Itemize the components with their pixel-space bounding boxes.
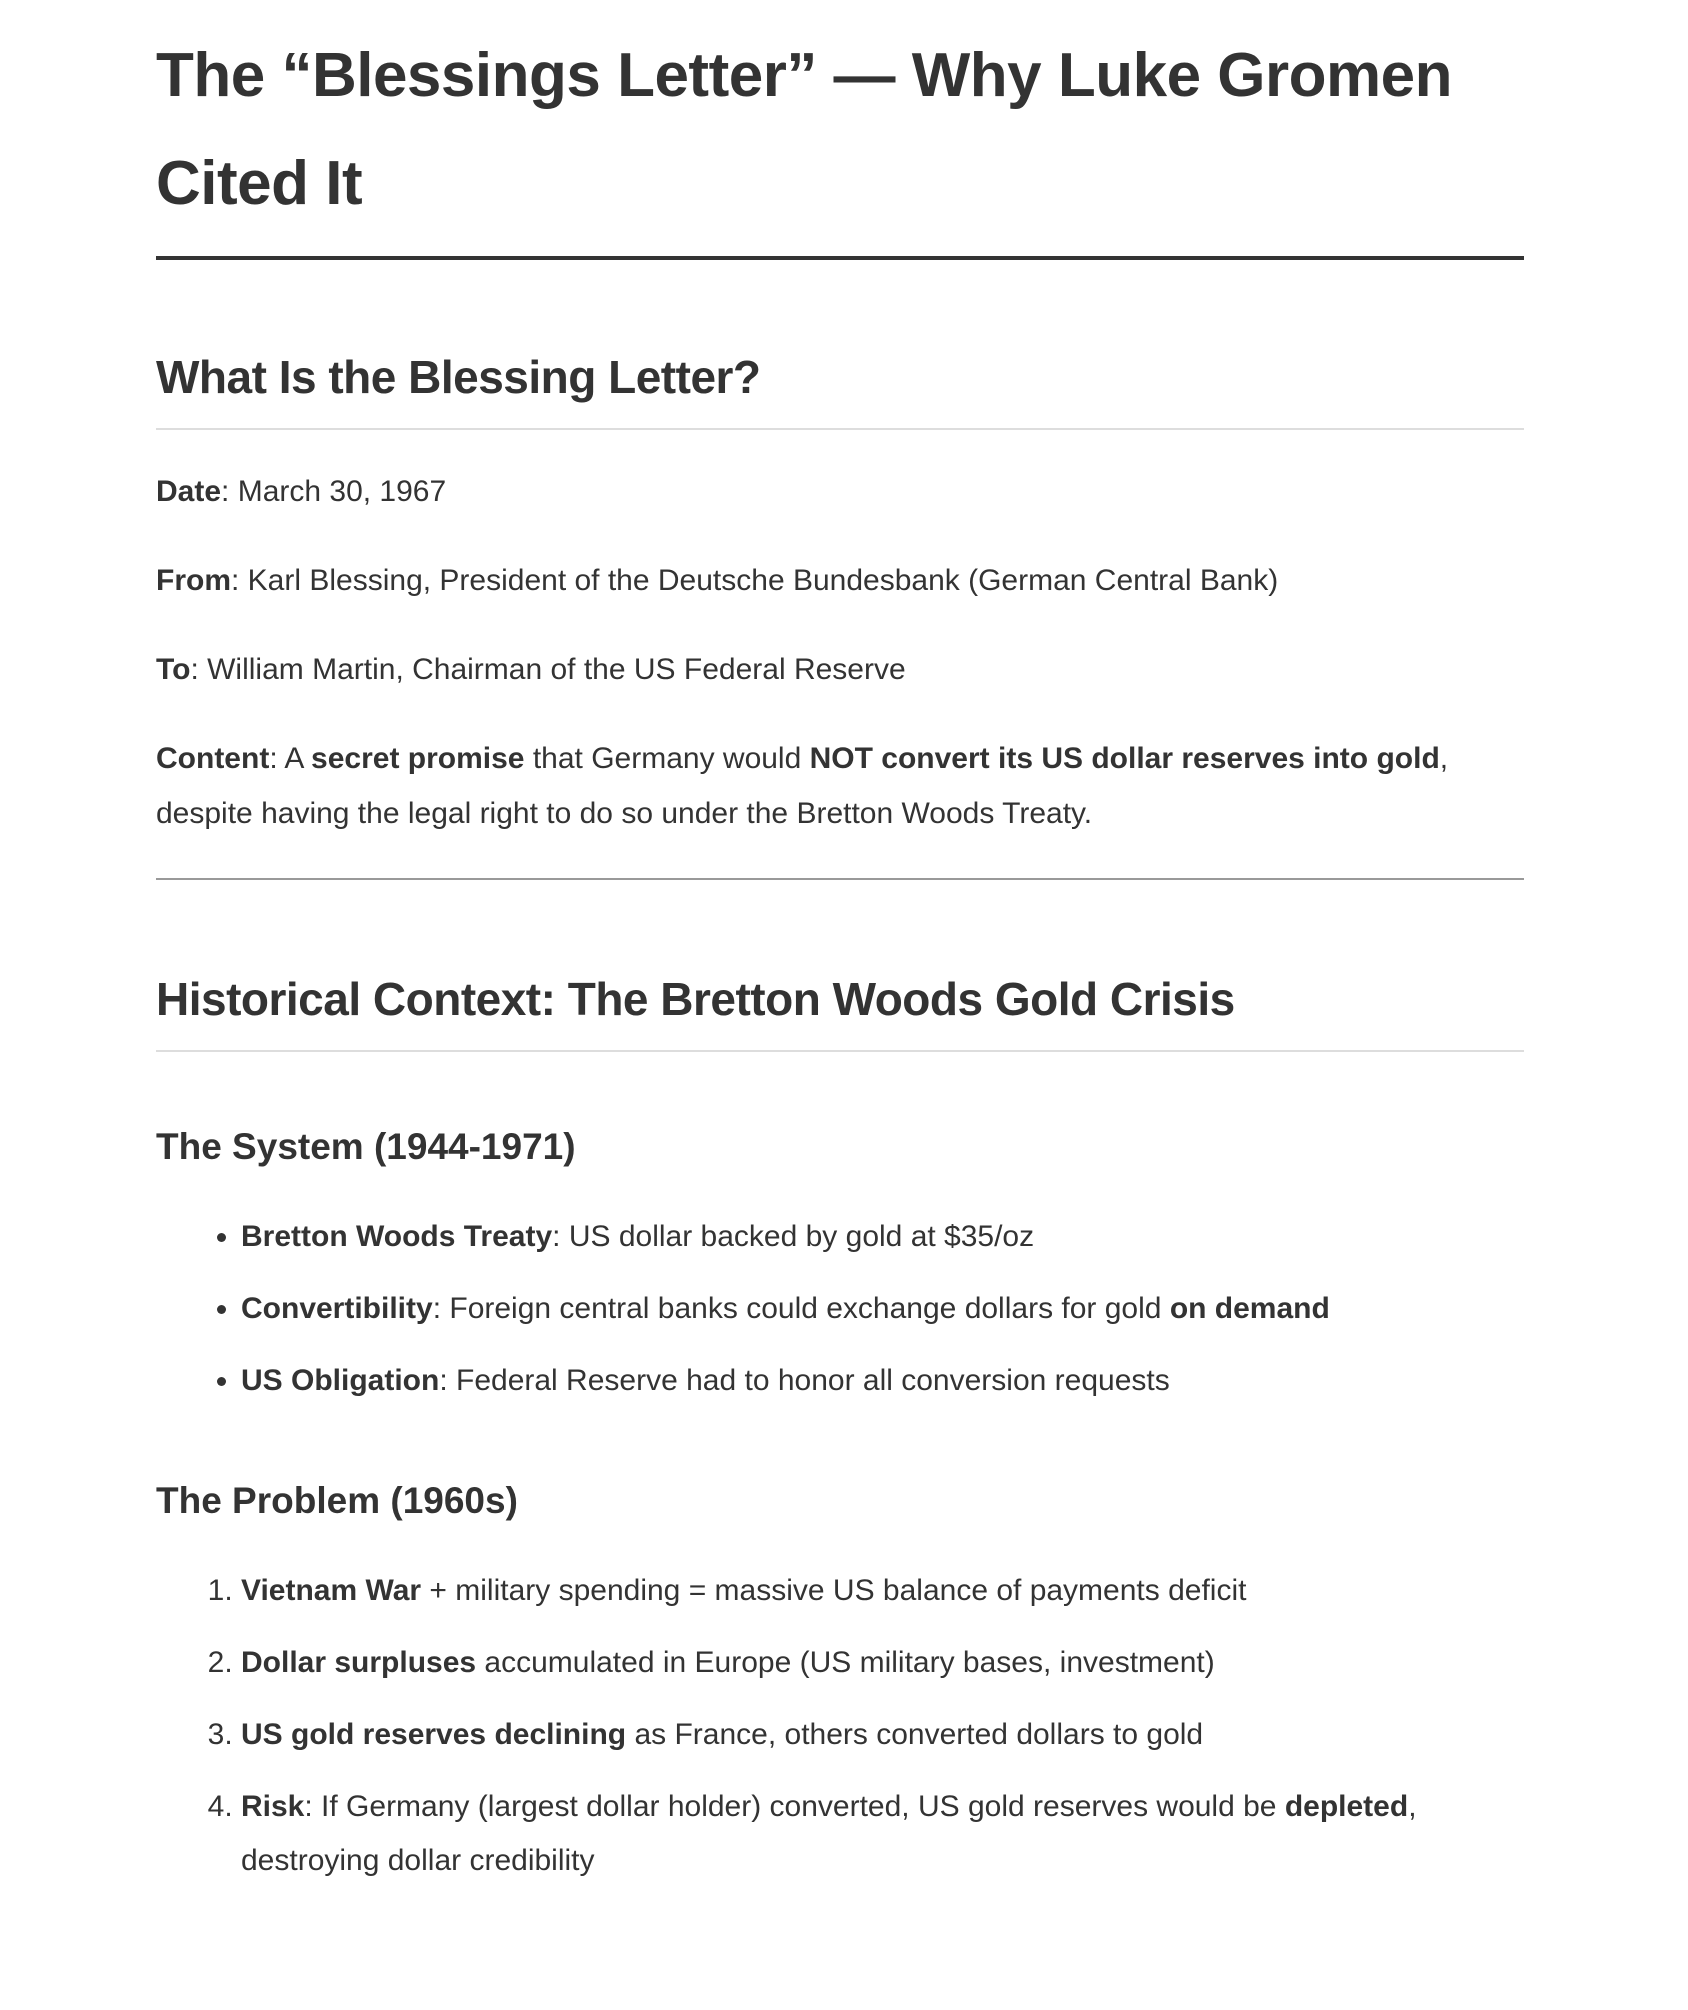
item-term: US Obligation — [241, 1364, 440, 1397]
list-item — [241, 1708, 1524, 1762]
item-term: US gold reserves declining — [241, 1718, 627, 1751]
system-bullet-list — [156, 1210, 1524, 1408]
field-label: Content — [156, 742, 270, 775]
field-date — [156, 464, 1524, 519]
item-term: Bretton Woods Treaty — [241, 1220, 553, 1253]
section-heading-historical-context: Historical Context: The Bretton Woods Gold Crisis — [156, 973, 1235, 1025]
problem-numbered-list — [156, 1564, 1524, 1888]
section-divider — [156, 428, 1524, 430]
document-page — [156, 0, 1524, 1888]
horizontal-rule — [156, 878, 1524, 880]
field-from — [156, 553, 1524, 608]
field-to — [156, 642, 1524, 697]
subheading-the-problem: The Problem (1960s) — [156, 1480, 518, 1521]
field-value: : March 30, 1967 — [221, 475, 447, 508]
item-text: as France, others converted dollars to gold — [626, 1718, 1204, 1751]
list-item — [241, 1354, 1524, 1408]
field-value: : Karl Blessing, President of the Deutsche Bundesbank (German Central Bank) — [231, 564, 1279, 597]
field-label: From — [156, 564, 231, 597]
list-item — [241, 1210, 1524, 1264]
item-term: Dollar surpluses — [241, 1646, 477, 1679]
field-label: Date — [156, 475, 222, 508]
item-term: Risk — [241, 1790, 305, 1823]
section-heading-blessing-letter: What Is the Blessing Letter? — [156, 351, 761, 403]
item-text: : If Germany (largest dollar holder) converted, US gold reserves would be — [304, 1790, 1285, 1823]
item-text: + military spending = massive US balance of payments deficit — [421, 1574, 1247, 1607]
item-text: , destroying dollar credibility — [241, 1790, 1417, 1877]
field-label: To — [156, 653, 191, 686]
page-title: The “Blessings Letter” — Why Luke Gromen Cited It — [156, 41, 1453, 218]
field-value: : William Martin, Chairman of the US Federal Reserve — [190, 653, 906, 686]
content-text: , despite having the legal right to do so under the Bretton Woods Treaty. — [156, 742, 1449, 830]
content-text: that Germany would — [524, 742, 810, 775]
section-divider — [156, 1050, 1524, 1052]
item-text: : Foreign central banks could exchange dollars for gold — [432, 1292, 1170, 1325]
item-term: Convertibility — [241, 1292, 433, 1325]
content-emphasis: NOT convert its US dollar reserves into gold — [809, 742, 1440, 775]
item-emphasis: depleted — [1284, 1790, 1409, 1823]
title-divider — [156, 256, 1524, 260]
list-item — [241, 1282, 1524, 1336]
content-text: : A — [269, 742, 312, 775]
item-emphasis: on demand — [1169, 1292, 1330, 1325]
list-item — [241, 1636, 1524, 1690]
item-term: Vietnam War — [241, 1574, 422, 1607]
list-item — [241, 1780, 1524, 1888]
field-content — [156, 731, 1524, 841]
item-text: accumulated in Europe (US military bases, investment) — [476, 1646, 1215, 1679]
item-text: : Federal Reserve had to honor all conversion requests — [439, 1364, 1170, 1397]
subheading-the-system: The System (1944-1971) — [156, 1126, 576, 1167]
content-emphasis: secret promise — [311, 742, 525, 775]
item-text: : US dollar backed by gold at $35/oz — [552, 1220, 1035, 1253]
list-item — [241, 1564, 1524, 1618]
